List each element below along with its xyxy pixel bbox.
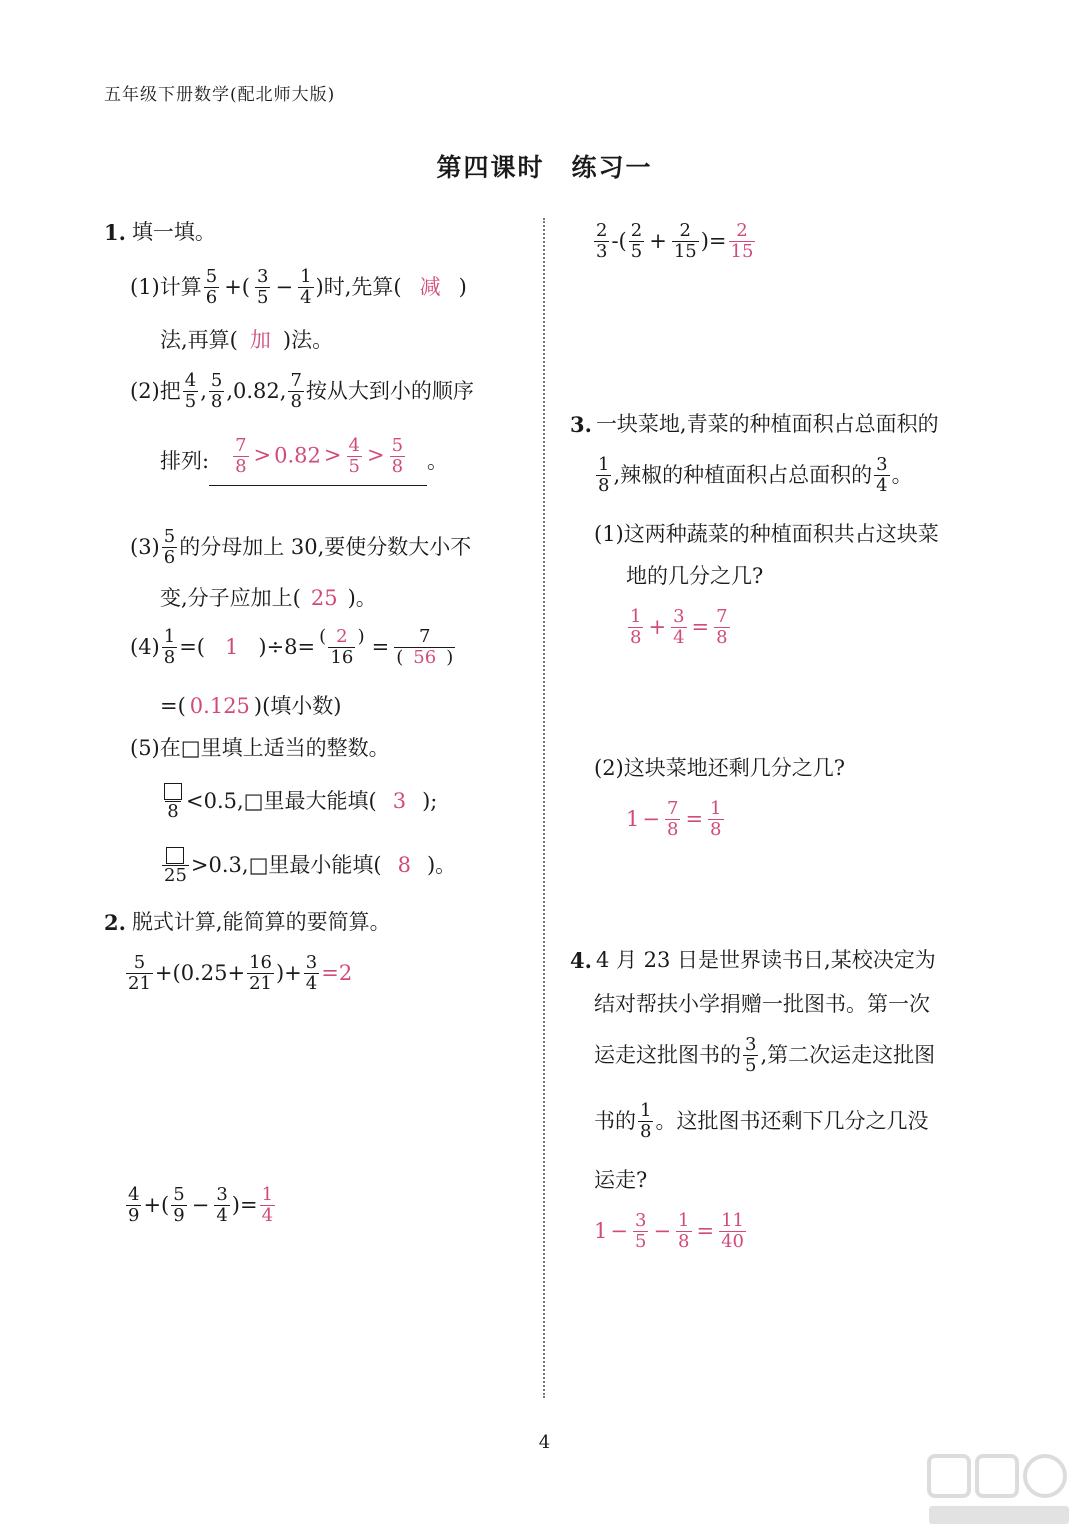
q1-part3-line1: (3) $\frac{5}{6}$ 的分母加上 30,要使分数大小不 [130,526,472,568]
page-title: 第四课时 练习一 [436,153,653,182]
fraction: $\frac{1}{4}$ [300,266,312,308]
q1-title: 填一填。 [131,220,216,244]
book-header: 五年级下册数学(配北师大版) [104,85,336,105]
q1-part2-line1: (2)把 $\frac{4}{5}$ , $\frac{5}{8}$ ,0.82, $\frac{7}{8}$ 按从大到小的顺序 [130,370,474,412]
q4-line1: 4. 4 月 23 日是世界读书日,某校决定为 [570,948,936,973]
answer-order-blank: $\frac{7}{8}$ > 0.82 > $\frac{4}{5}$ > $\frac{5}{8}$ [209,437,427,486]
fraction: $\frac{5}{8}$ [210,370,223,412]
q3-line2: $\frac{1}{8}$ ,辣椒的种植面积占总面积的 $\frac{3}{4}$ 。 [598,454,913,496]
fraction-box: 25 [162,846,189,886]
answer-fraction: $\frac{2}{15}$ [730,220,754,262]
answer-8: 8 [397,853,411,878]
q2-label: 2. [104,910,126,935]
fraction: $\frac{5}{6}$ [205,266,218,308]
answer-1: 1 [225,635,239,660]
q1-part4-line1: (4) $\frac{1}{8}$ =( 1 )÷8= $\frac{( 2 )}{16}$ = $\frac{7}{( 56 )}$ [130,626,454,668]
fraction: $\frac{7}{8}$ [290,370,302,412]
blank-box-icon [164,783,182,800]
q1-part5-b: 25 >0.3,□里最小能填( 8 )。 [160,846,456,886]
q3-sub1-line1: (1)这两种蔬菜的种植面积共占这块菜 [594,522,939,546]
answer-fraction: $\frac{1}{4}$ [261,1184,274,1226]
q3-sub1-answer: $\frac{1}{8}$ + $\frac{3}{4}$ = $\frac{7}{8}$ [630,606,728,648]
q3-line1: 3. 一块菜地,青菜的种植面积占总面积的 [570,412,939,437]
q3-sub2-answer: 1 − $\frac{7}{8}$ = $\frac{1}{8}$ [626,798,722,840]
fraction: $\frac{5}{6}$ [163,526,176,568]
q4-label: 4. [570,948,592,973]
q3-sub2-line: (2)这块菜地还剩几分之几? [594,756,846,780]
q4-line5: 运走? [594,1168,648,1192]
fraction: $\frac{4}{5}$ [184,370,197,412]
q1-part1-line2: 法,再算( 加 )法。 [160,328,334,352]
watermark-logo-icon [925,1450,1075,1530]
page-number: 4 [538,1432,551,1453]
q2-title: 脱式计算,能简算的要简算。 [131,910,391,934]
q1-part5-text: (5)在□里填上适当的整数。 [130,736,390,760]
column-divider [543,218,545,1398]
q1-part2-line2: 排列: $\frac{7}{8}$ > 0.82 > $\frac{4}{5}$ > $\frac{5}{8}$ 。 [160,437,448,486]
answer-3: 3 [392,789,407,814]
answer-decimal: 0.125 [189,694,250,718]
answer-2: =2 [321,961,353,986]
q4-line2: 结对帮扶小学捐赠一批图书。第一次 [594,992,930,1016]
answer-add: 加 [249,328,271,352]
q4-line3: 运走这批图书的 $\frac{3}{5}$ ,第二次运走这批图 [594,1034,936,1076]
fraction: $\frac{1}{8}$ [163,626,176,668]
q1-part3-line2: 变,分子应加上( 25 )。 [160,586,377,610]
answer-25: 25 [310,586,338,610]
fraction-box: 8 [162,782,184,822]
q1-part1-line1: (1)计算 $\frac{5}{6}$ +( $\frac{3}{5}$ − $\frac{1}{4}$ ) 时,先算( 减 ) [130,266,467,308]
q1-label: 1. [104,220,126,245]
q1-part5-a: 8 <0.5,□里最大能填( 3 ); [160,782,437,822]
q1-p1-after: 时,先算( [323,275,402,300]
q1-p1-prefix: (1)计算 [130,275,202,300]
q1-heading [104,222,216,243]
q4-answer: 1 − $\frac{3}{5}$ − $\frac{1}{8}$ = $\frac{11}{40}$ [594,1210,745,1252]
q4-line4: 书的 $\frac{1}{8}$ 。这批图书还剩下几分之几没 [594,1100,929,1142]
fraction: $\frac{( 2 )}{16}$ [319,626,365,668]
q1-part4-line2: =( 0.125 )(填小数) [160,694,342,718]
fraction: $\frac{3}{5}$ [257,266,269,308]
fraction: $\frac{7}{( 56 )}$ [396,626,454,668]
q2-expression-3: $\frac{2}{3}$ -( $\frac{2}{5}$ + $\frac{2}{15}$ )= $\frac{2}{15}$ [596,220,754,262]
q2-heading [104,912,391,933]
q2-expression-1: $\frac{5}{21}$ +(0.25+ $\frac{16}{21}$ )+ $\frac{3}{4}$ =2 [128,952,353,994]
blank-box-icon [166,847,184,864]
q2-expression-2: $\frac{4}{9}$ +( $\frac{5}{9}$ − $\frac{3}{4}$ )= $\frac{1}{4}$ [128,1184,274,1226]
q3-label: 3. [570,412,592,437]
answer-subtract: 减 [419,275,441,300]
q3-sub1-line2: 地的几分之几? [626,564,764,588]
